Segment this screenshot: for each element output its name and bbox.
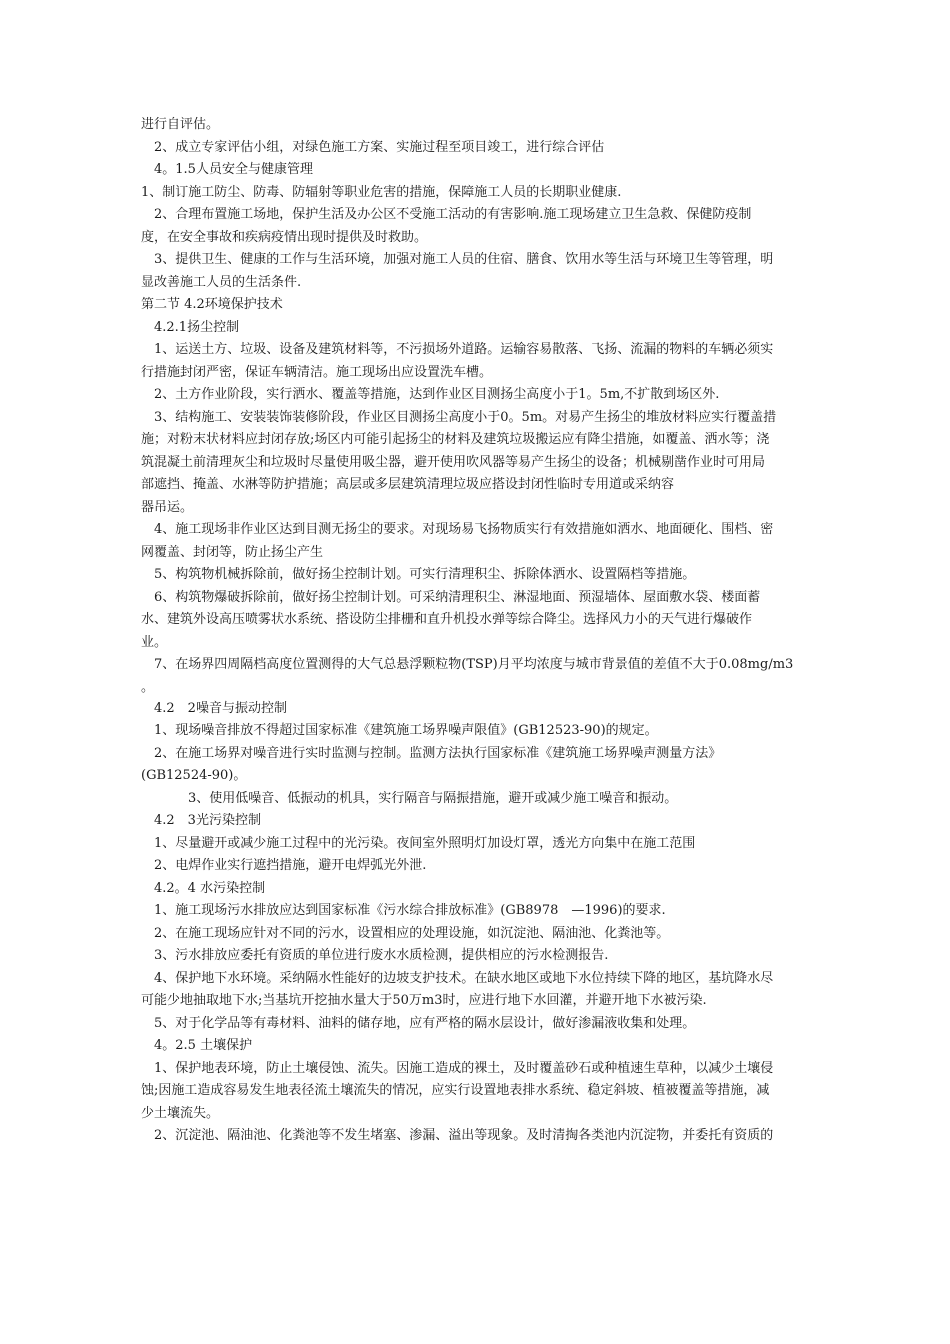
text-line: (GB12524-90)。 — [141, 768, 247, 783]
text-line: 6、构筑物爆破拆除前，做好扬尘控制计划。可采纳清理积尘、淋湿地面、预湿墙体、屋面敷水袋、楼面蓄 — [154, 589, 761, 605]
text-line: 可能少地抽取地下水;当基坑开挖抽水量大于50万m3时，应进行地下水回灌，并避开地下水被污染. — [141, 993, 707, 1008]
text-line: 3、污水排放应委托有资质的单位进行废水水质检测，提供相应的污水检测报告. — [154, 948, 609, 963]
text-line: 5、构筑物机械拆除前，做好扬尘控制计划。可实行清理积尘、拆除体洒水、设置隔档等措施。 — [154, 567, 696, 582]
text-line: 蚀;因施工造成容易发生地表径流土壤流失的情况，应实行设置地表排水系统、稳定斜坡、植被覆盖等措施，减 — [141, 1083, 770, 1098]
text-line: 1、尽量避开或减少施工过程中的光污染。夜间室外照明灯加设灯罩，透光方向集中在施工范围 — [154, 835, 696, 851]
text-line: 器吊运。 — [141, 499, 194, 515]
text-line: 施；对粉末状材料应封闭存放;场区内可能引起扬尘的材料及建筑垃圾搬运应有降尘措施，如覆盖、洒水等；浇 — [141, 432, 770, 447]
section-heading: 4.2 2噪音与振动控制 — [154, 700, 287, 716]
text-line: 3、结构施工、安装装饰装修阶段，作业区目测扬尘高度小于0。5m。对易产生扬尘的堆放材料应实行覆盖措 — [154, 409, 777, 425]
text-line: 。 — [141, 679, 155, 695]
text-line: 4、施工现场非作业区达到目测无扬尘的要求。对现场易飞扬物质实行有效措施如洒水、地面硬化、围档、密 — [154, 522, 774, 537]
text-line: 2、合理布置施工场地，保护生活及办公区不受施工活动的有害影响.施工现场建立卫生急救、保健防疫制 — [154, 207, 752, 222]
text-line: 1、施工现场污水排放应达到国家标准《污水综合排放标准》(GB8978 —1996)的要求. — [154, 903, 666, 918]
text-line: 业。 — [141, 634, 168, 650]
text-line: 少土壤流失。 — [141, 1105, 220, 1121]
text-line: 2、在施工场界对噪音进行实时监测与控制。监测方法执行国家标准《建筑施工场界噪声测量方法》 — [154, 745, 722, 761]
text-line: 7、在场界四周隔档高度位置测得的大气总悬浮颗粒物(TSP)月平均浓度与城市背景值的差值不大于0.08mg/m3 — [154, 657, 794, 672]
section-heading: 4.2。4 水污染控制 — [154, 880, 266, 896]
text-line: 1、制订施工防尘、防毒、防辐射等职业危害的措施，保障施工人员的长期职业健康. — [141, 184, 622, 200]
document-body — [141, 114, 821, 1148]
section-heading: 4.2.1扬尘控制 — [154, 319, 240, 335]
text-line: 3、提供卫生、健康的工作与生活环境，加强对施工人员的住宿、膳食、饮用水等生活与环境卫生等管理，明 — [154, 252, 774, 267]
text-line: 筑混凝土前清理灰尘和垃圾时尽量使用吸尘器，避开使用吹风器等易产生扬尘的设备；机械剔凿作业时可用局 — [141, 454, 766, 470]
text-line: 5、对于化学品等有毒材料、油料的储存地，应有严格的隔水层设计，做好渗漏液收集和处理。 — [154, 1015, 696, 1031]
text-line: 显改善施工人员的生活条件. — [141, 274, 302, 290]
section-heading: 4。2.5 土壤保护 — [154, 1038, 253, 1053]
text-line: 网覆盖、封闭等，防止扬尘产生 — [141, 544, 324, 560]
chapter-heading: 第二节 4.2环境保护技术 — [141, 297, 283, 312]
text-line: 1、运送土方、垃圾、设备及建筑材料等，不污损场外道路。运输容易散落、飞扬、流漏的物料的车辆必须实 — [154, 342, 774, 357]
text-line: 行措施封闭严密，保证车辆清洁。施工现场出应设置洗车槽。 — [141, 364, 493, 380]
text-line: 度，在安全事故和疾病疫情出现时提供及时救助。 — [141, 229, 428, 245]
text-line: 2、沉淀池、隔油池、化粪池等不发生堵塞、渗漏、溢出等现象。及时清掏各类池内沉淀物，并委托有资质的 — [154, 1128, 774, 1143]
text-line: 2、成立专家评估小组，对绿色施工方案、实施过程至项目竣工，进行综合评估 — [154, 139, 605, 155]
text-line: 部遮挡、掩盖、水淋等防护措施；高层或多层建筑清理垃圾应搭设封闭性临时专用道或采纳容 — [141, 477, 675, 492]
section-heading: 4。1.5人员安全与健康管理 — [154, 162, 313, 177]
text-line: 1、保护地表环境，防止土壤侵蚀、流失。因施工造成的裸土，及时覆盖砂石或种植速生草种，以减少土壤侵 — [154, 1060, 774, 1076]
text-line: 4、保护地下水环境。采纳隔水性能好的边坡支护技术。在缺水地区或地下水位持续下降的地区，基坑降水尽 — [154, 970, 774, 986]
text-line: 2、电焊作业实行遮挡措施，避开电焊弧光外泄. — [154, 858, 427, 873]
text-line: 1、现场噪音排放不得超过国家标准《建筑施工场界噪声限值》(GB12523-90)的规定。 — [154, 723, 658, 738]
text-line: 水、建筑外设高压喷雾状水系统、搭设防尘排栅和直升机投水弹等综合降尘。选择风力小的天气进行爆破作 — [141, 612, 753, 627]
text-line: 2、土方作业阶段，实行洒水、覆盖等措施，达到作业区目测扬尘高度小于1。5m,不扩散到场区外. — [154, 387, 720, 402]
section-heading: 4.2 3光污染控制 — [154, 813, 261, 828]
text-line: 2、在施工现场应针对不同的污水，设置相应的处理设施，如沉淀池、隔油池、化粪池等。 — [154, 925, 670, 941]
text-line: 进行自评估。 — [141, 117, 220, 132]
text-line: 3、使用低噪音、低振动的机具，实行隔音与隔振措施，避开或减少施工噪音和振动。 — [188, 790, 678, 806]
